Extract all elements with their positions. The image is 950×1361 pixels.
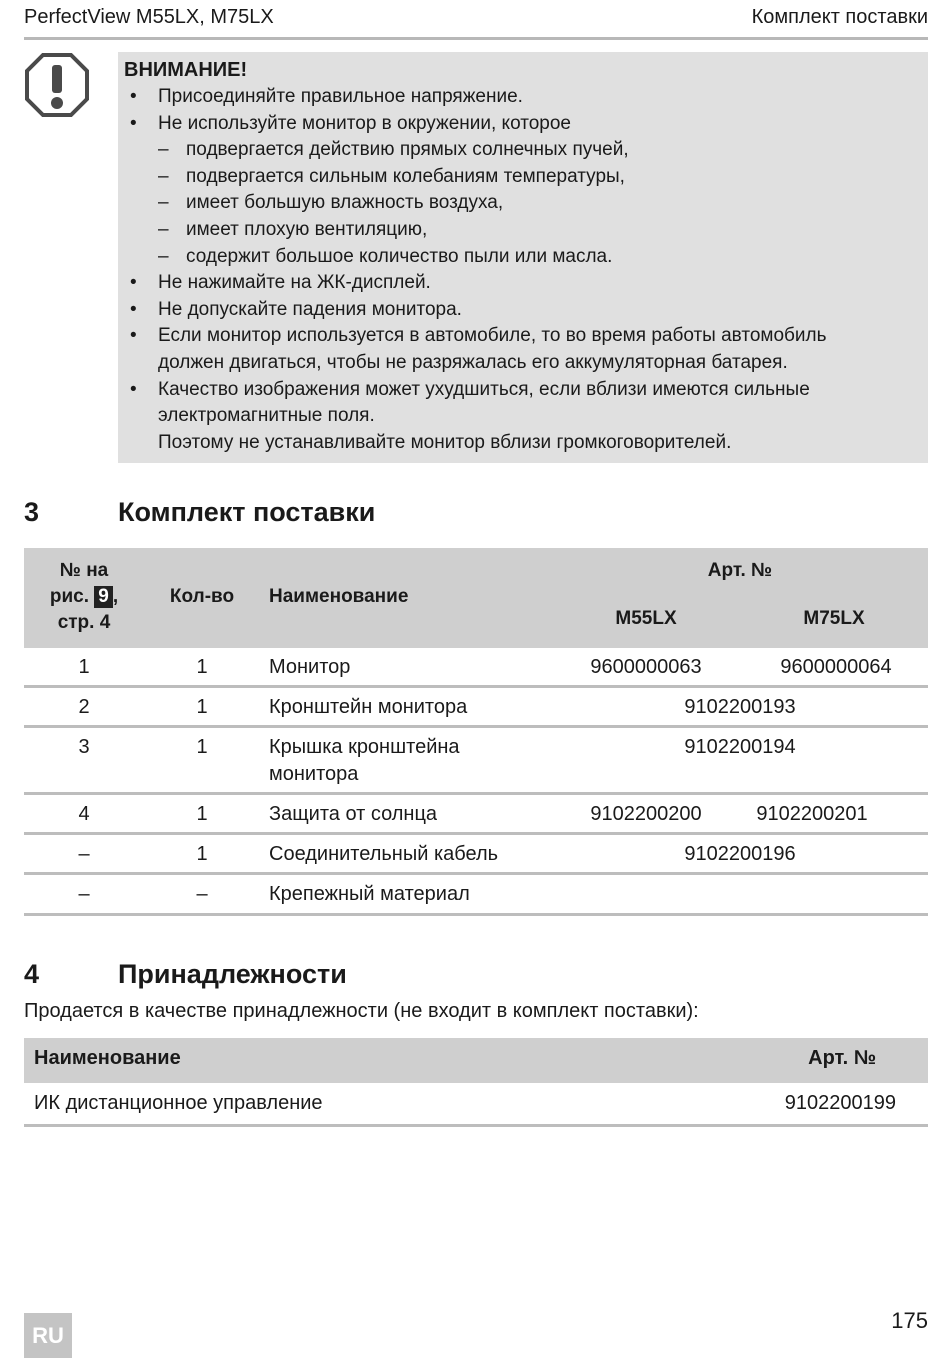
bullet-marker: • [130,378,137,400]
section-4-heading [24,957,928,991]
list-item-text: Поэтому не устанавливайте монитор вблизи громкоговорителей. [158,431,732,453]
page-header [24,6,928,34]
cell-position: – [78,883,90,905]
list-item [124,84,928,111]
header-model-1: M55LX [615,608,677,629]
cell-quantity: – [196,883,208,905]
cell-article-model-1: 9600000063 [590,656,702,678]
table-row [24,875,928,916]
list-item-text: Не нажимайте на ЖК-дисплей. [158,272,431,294]
warning-box [118,52,928,463]
cell-name: Защита от солнца [269,803,438,825]
cell-article: 9102200194 [684,736,796,758]
bullet-marker: • [130,325,137,347]
warning-list [124,84,928,456]
list-item [124,377,928,404]
figure-reference-badge: 9 [94,586,113,608]
cell-position: 4 [78,803,90,825]
cell-article-model-2: 9600000064 [780,656,892,678]
header-chapter: Комплект поставки [751,6,928,28]
language-badge: RU [24,1313,72,1358]
list-item-text: имеет большую влажность воздуха, [186,192,504,214]
sub-list-item [124,217,928,244]
list-item [124,323,928,350]
dash-marker: – [158,165,169,187]
list-item-text: содержит большое количество пыли или масла. [186,245,613,267]
cell-position: 2 [78,696,90,718]
section-3-heading [24,495,928,529]
header-product: PerfectView M55LX, M75LX [24,6,274,28]
header-position-comma: , [112,586,119,607]
sub-list-item [124,164,928,191]
dash-marker: – [158,192,169,214]
sub-list-item [124,244,928,271]
header-name: Наименование [269,586,409,607]
table-row [24,728,928,795]
cell-name: Крепежный материал [269,883,470,905]
cell-article: 9102200196 [684,843,796,865]
table-row [24,795,928,835]
header-model-2: M75LX [803,608,865,629]
accessory-name: ИК дистанционное управление [34,1092,323,1114]
list-item-text: Качество изображения может ухудшиться, если вблизи имеются сильные [158,378,810,400]
cell-article-model-1: 9102200200 [590,803,702,825]
header-position-line2 [24,584,144,610]
list-item-text: имеет плохую вентиляцию, [186,218,428,240]
sub-list-item [124,137,928,164]
dash-marker: – [158,218,169,240]
list-item [124,270,928,297]
cell-article-model-2: 9102200201 [756,803,868,825]
table-row [24,835,928,875]
row-divider [24,1124,928,1127]
header-name: Наименование [34,1047,181,1069]
header-position-line1: № на [59,560,109,581]
dash-marker: – [158,139,169,161]
cell-position: – [78,843,90,865]
bullet-marker: • [130,86,137,107]
cell-name: Кронштейн монитора [269,696,468,718]
accessory-article: 9102200199 [784,1092,896,1114]
list-item-text: Не допускайте падения монитора. [158,298,462,320]
section-title: Принадлежности [118,959,347,989]
page-number: 175 [891,1308,928,1333]
cell-quantity: 1 [196,656,208,678]
header-position-line3: стр. 4 [57,612,111,633]
section-number: 3 [24,497,40,527]
cell-name: Монитор [269,656,351,678]
accessories-intro: Продается в качестве принадлежности (не входит в комплект поставки): [24,1000,699,1022]
accessories-table-header [24,1038,928,1083]
table-row [24,1083,928,1127]
delivery-table-header [24,548,928,648]
cell-quantity: 1 [196,843,208,865]
table-row [24,688,928,728]
header-quantity: Кол-во [169,586,235,607]
list-item-text: подвергается сильным колебаниям температуры, [186,165,625,187]
cell-name: Крышка кронштейна монитора [269,736,460,785]
cell-position: 1 [78,656,90,678]
cell-article: 9102200193 [684,696,796,718]
list-item-text: подвергается действию прямых солнечных пучей, [186,139,629,161]
row-divider [24,913,928,916]
dash-marker: – [158,245,169,267]
warning-title: ВНИМАНИЕ! [124,59,248,81]
bullet-marker: • [130,272,137,294]
header-article: Арт. № [808,1047,876,1069]
header-position [24,558,144,636]
bullet-marker: • [130,298,137,320]
manual-page [24,0,928,1361]
table-row [24,648,928,688]
header-position-fig-label: рис. [49,586,89,607]
section-number: 4 [24,959,40,989]
header-divider [24,37,928,40]
list-item [124,111,928,138]
list-item-text: электромагнитные поля. [158,405,375,427]
bullet-marker: • [130,112,137,134]
list-item [124,297,928,324]
header-article: Арт. № [707,560,773,581]
list-item-text: Присоединяйте правильное напряжение. [158,86,523,107]
sub-list-item [124,190,928,217]
cell-quantity: 1 [196,696,208,718]
cell-quantity: 1 [196,803,208,825]
list-item-text: Если монитор используется в автомобиле, то во время работы автомобиль [158,325,827,347]
cell-name: Соединительный кабель [269,843,499,865]
cell-quantity: 1 [196,736,208,758]
cell-position: 3 [78,736,90,758]
list-item-text: должен двигаться, чтобы не разряжалась его аккумуляторная батарея. [158,351,788,373]
list-item-text: Не используйте монитор в окружении, которое [158,112,571,134]
list-item [124,430,928,457]
section-title: Комплект поставки [118,497,376,527]
list-item [124,403,928,430]
warning-icon [24,52,90,118]
list-item [124,350,928,377]
